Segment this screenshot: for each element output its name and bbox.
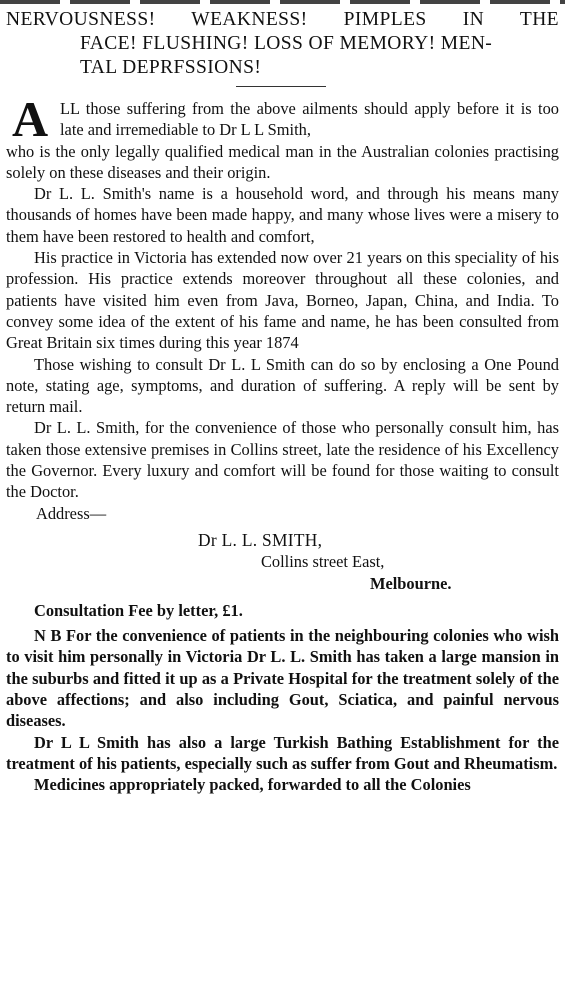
advertisement-headline (6, 8, 559, 80)
headline-line-1: NERVOUSNESS! WEAKNESS! PIMPLES IN THE (6, 9, 559, 30)
opening-paragraph-first-lines: LL those suffering from the above ailments should apply before it is too late and irremediable to Dr L L Smith, (60, 99, 559, 140)
headline-line-2: FACE! FLUSHING! LOSS OF MEMORY! MEN- (80, 33, 493, 54)
address-name: Dr L. L. SMITH, (198, 529, 323, 550)
paragraph-practice: His practice in Victoria has extended now over 21 years on this speciality of his profession. His practice extends moreover throughout all these colonies, and patients have visited him even from Java, Borneo, Japan, China, and India. To convey some idea of the extent of his fame and name, he has been consulted from Great Britain six times during this year 1874 (6, 248, 559, 353)
advertisement-body (6, 91, 559, 796)
nota-bene-paragraph: N B For the convenience of patients in the neighbouring colonies who wish to visit him personally in Victoria Dr L. L. Smith has taken a large mansion in the suburbs and fitted it up as a Private Hospital for the treatment solely of the above affections; and also including Gout, Sciatica, and painful nervous diseases. (6, 626, 559, 731)
address-city: Melbourne. (370, 573, 452, 593)
opening-paragraph-rest: who is the only legally qualified medical man in the Australian colonies practising solely on these diseases and their origin. (6, 141, 559, 182)
turkish-bath-paragraph: Dr L L Smith has also a large Turkish Bathing Establishment for the treatment of his patients, especially such as suffer from Gout and Rheumatism. (6, 732, 559, 773)
opening-paragraph (6, 91, 559, 147)
paragraph-household-word: Dr L. L. Smith's name is a household word, and through his means many thousands of homes have been made happy, and many whose lives were a misery to them have been restored to health and comfort, (6, 184, 559, 246)
headline-line-3: TAL DEPRFSSIONS! (80, 57, 262, 78)
medicines-paragraph: Medicines appropriately packed, forwarded to all the Colonies (34, 775, 471, 795)
paragraph-consult-by-letter: Those wishing to consult Dr L. L Smith can do so by enclosing a One Pound note, stating age, symptoms, and duration of suffering. A reply will be sent by return mail. (6, 354, 559, 417)
top-column-rule (0, 0, 565, 4)
paragraph-premises: Dr L. L. Smith, for the convenience of those who personally consult him, has taken those extensive premises in Collins street, late the residence of his Excellency the Governor. Every luxury and comfort will be found for those waiting to consult the Doctor. (6, 418, 559, 502)
address-street: Collins street East, (261, 552, 385, 572)
drop-cap: A (12, 91, 49, 147)
headline-divider (236, 86, 326, 87)
address-label: Address— (36, 503, 107, 523)
consultation-fee: Consultation Fee by letter, £1. (34, 600, 243, 620)
